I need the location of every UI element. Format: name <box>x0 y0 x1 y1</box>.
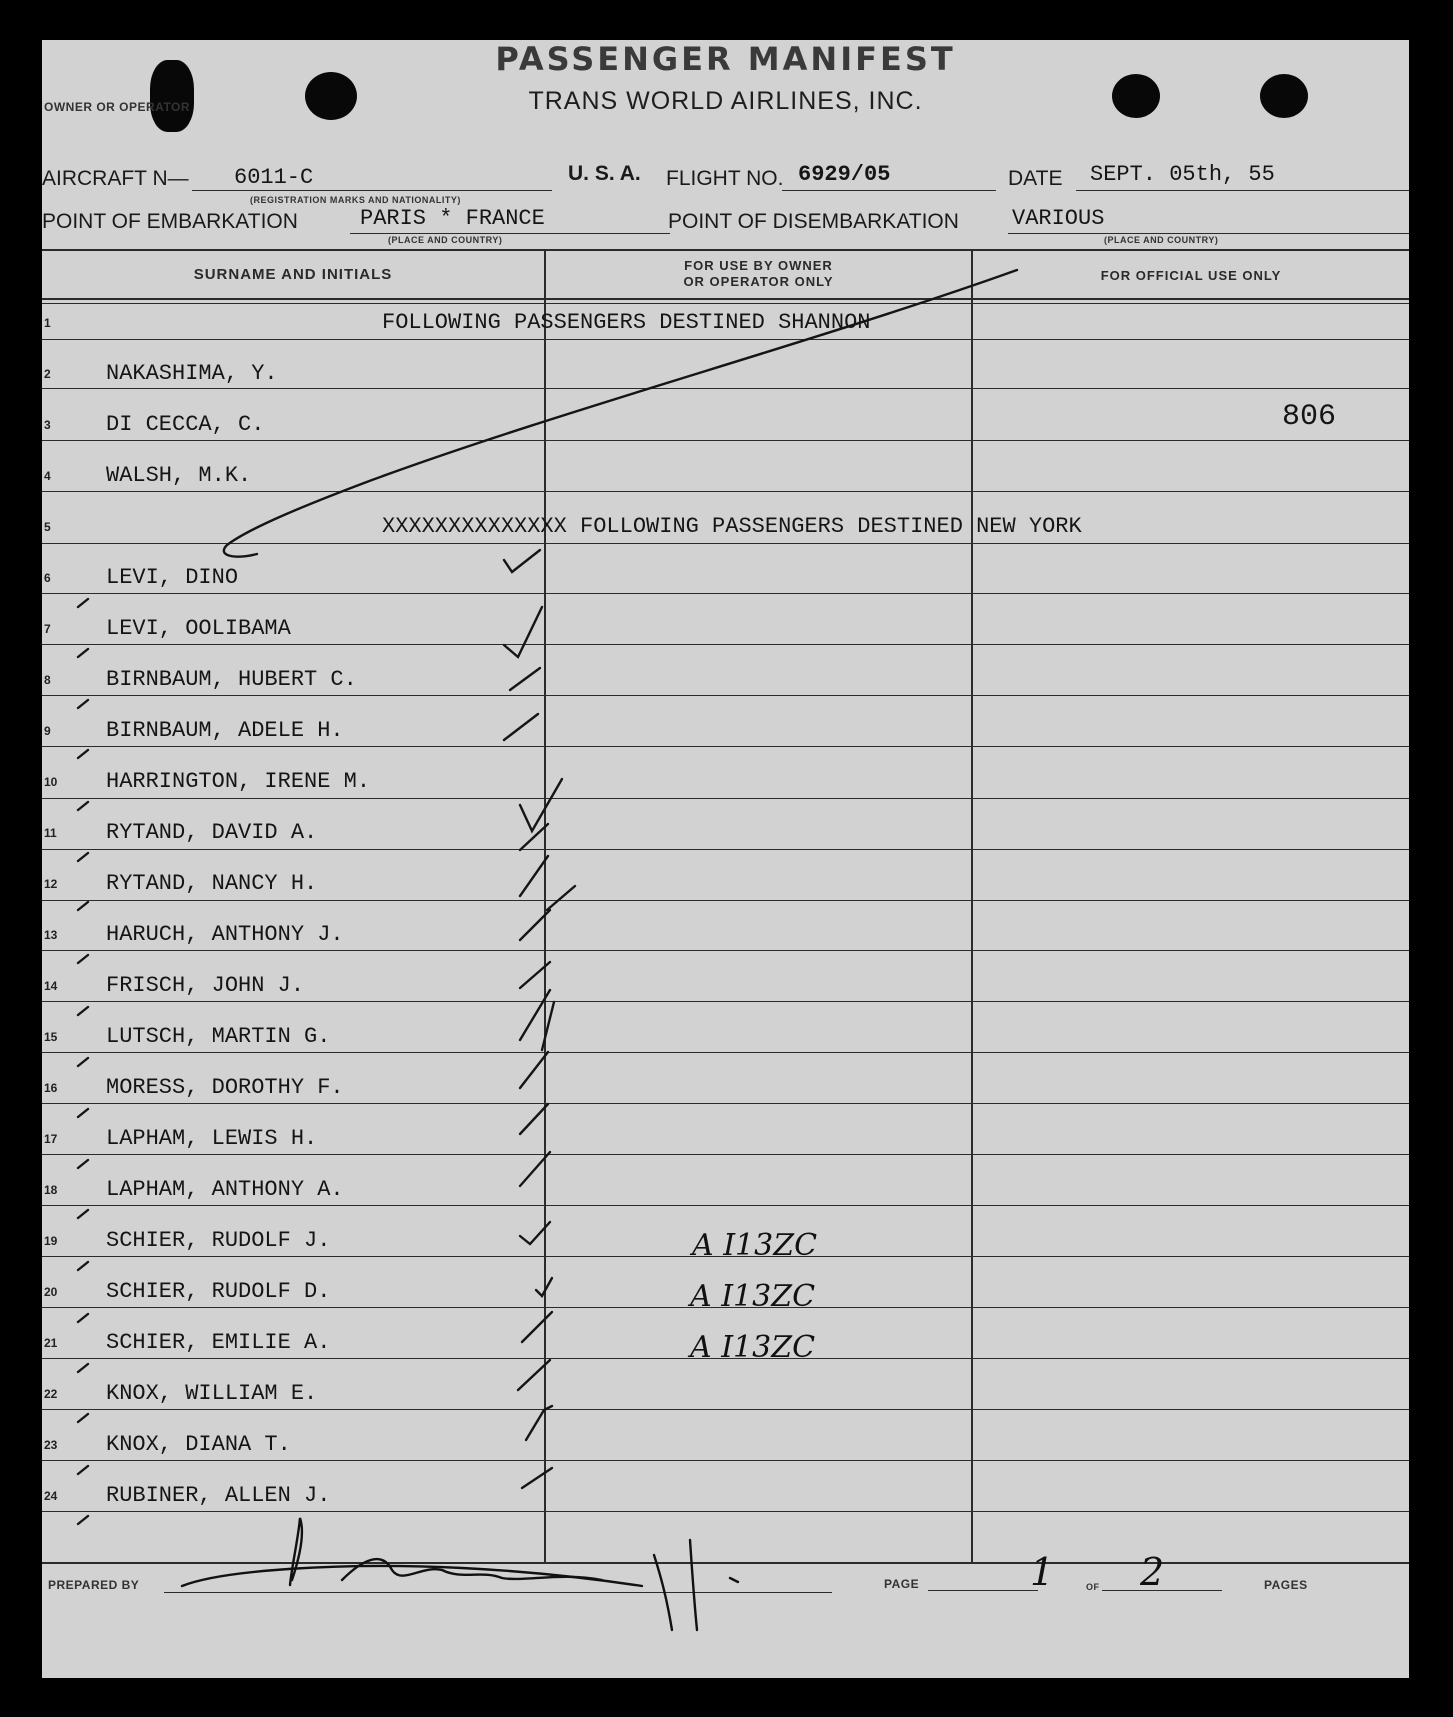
disembark-label: POINT OF DISEMBARKATION <box>668 210 959 233</box>
passenger-name: LEVI, OOLIBAMA <box>106 616 291 641</box>
passenger-name: RYTAND, DAVID A. <box>106 820 318 845</box>
row-number: 9 <box>44 724 51 738</box>
row-number: 24 <box>44 1489 58 1503</box>
passenger-name: KNOX, WILLIAM E. <box>106 1381 318 1406</box>
passenger-name: NAKASHIMA, Y. <box>106 361 278 386</box>
date-label: DATE <box>1008 167 1063 190</box>
row-number: 7 <box>44 622 51 636</box>
row-number: 20 <box>44 1285 58 1299</box>
passenger-name: LEVI, DINO <box>106 565 239 590</box>
row-number: 1 <box>44 316 51 330</box>
embark-note: (PLACE AND COUNTRY) <box>388 235 503 245</box>
visa-annotation: A I13ZC <box>690 1330 816 1365</box>
row-number: 3 <box>44 418 51 432</box>
row-number: 6 <box>44 571 51 585</box>
prepared-by-label: PREPARED BY <box>48 1578 140 1592</box>
col-header-owner-use-2: OR OPERATOR ONLY <box>683 274 834 289</box>
row-number: 16 <box>44 1081 58 1095</box>
embark-value: PARIS * FRANCE <box>360 206 545 231</box>
passenger-name: KNOX, DIANA T. <box>106 1432 291 1457</box>
row-number: 5 <box>44 520 51 534</box>
aircraft-label: AIRCRAFT N— <box>42 167 189 190</box>
row-number: 2 <box>44 367 51 381</box>
airline-name: TRANS WORLD AIRLINES, INC. <box>528 87 923 115</box>
col-header-official: FOR OFFICIAL USE ONLY <box>1100 268 1282 283</box>
page-label: PAGE <box>884 1577 920 1591</box>
passenger-name: SCHIER, RUDOLF D. <box>106 1279 331 1304</box>
date-value: SEPT. 05th, 55 <box>1090 162 1275 187</box>
row-number: 10 <box>44 775 58 789</box>
passenger-name: MORESS, DOROTHY F. <box>106 1075 344 1100</box>
flight-value: 6929/05 <box>798 162 891 187</box>
row-number: 18 <box>44 1183 58 1197</box>
passenger-name: FRISCH, JOHN J. <box>106 973 305 998</box>
official-number: 806 <box>1282 400 1337 434</box>
owner-label: OWNER OR OPERATOR <box>44 100 191 114</box>
manifest-title: PASSENGER MANIFEST <box>495 40 956 78</box>
passenger-name: SCHIER, EMILIE A. <box>106 1330 331 1355</box>
passenger-name: BIRNBAUM, HUBERT C. <box>106 667 357 692</box>
row-number: 13 <box>44 928 58 942</box>
passenger-name: DI CECCA, C. <box>106 412 265 437</box>
row-number: 21 <box>44 1336 58 1350</box>
col-header-owner-use-1: FOR USE BY OWNER <box>684 258 833 273</box>
row-number: 14 <box>44 979 58 993</box>
row-number: 17 <box>44 1132 58 1146</box>
of-value: 2 <box>1140 1550 1165 1594</box>
pages-label: PAGES <box>1264 1578 1308 1592</box>
visa-annotation: A I13ZC <box>692 1228 818 1263</box>
passenger-name: RYTAND, NANCY H. <box>106 871 318 896</box>
row-number: 12 <box>44 877 58 891</box>
passenger-name: RUBINER, ALLEN J. <box>106 1483 331 1508</box>
page-value: 1 <box>1030 1550 1055 1594</box>
of-label: OF <box>1086 1582 1100 1592</box>
manifest-page <box>42 40 1409 1678</box>
passenger-name: WALSH, M.K. <box>106 463 252 488</box>
row-number: 22 <box>44 1387 58 1401</box>
disembark-value: VARIOUS <box>1012 206 1105 231</box>
passenger-name: LAPHAM, ANTHONY A. <box>106 1177 344 1202</box>
row-number: 15 <box>44 1030 58 1044</box>
passenger-name: SCHIER, RUDOLF J. <box>106 1228 331 1253</box>
visa-annotation: A I13ZC <box>690 1279 816 1314</box>
section-heading-new-york: XXXXXXXXXXXXXX FOLLOWING PASSENGERS DESTINED NEW YORK <box>382 514 1082 539</box>
passenger-name: LUTSCH, MARTIN G. <box>106 1024 331 1049</box>
registration-note: (REGISTRATION MARKS AND NATIONALITY) <box>250 195 461 205</box>
row-number: 11 <box>44 826 57 840</box>
passenger-name: HARUCH, ANTHONY J. <box>106 922 344 947</box>
row-number: 19 <box>44 1234 58 1248</box>
section-heading-shannon: FOLLOWING PASSENGERS DESTINED SHANNON <box>382 310 871 335</box>
row-number: 4 <box>44 469 51 483</box>
passenger-name: BIRNBAUM, ADELE H. <box>106 718 344 743</box>
disembark-note: (PLACE AND COUNTRY) <box>1104 235 1219 245</box>
col-header-surname: SURNAME AND INITIALS <box>193 266 393 283</box>
aircraft-value: 6011-C <box>234 165 314 190</box>
passenger-name: LAPHAM, LEWIS H. <box>106 1126 318 1151</box>
usa-label: U. S. A. <box>568 162 641 185</box>
signature-image <box>42 40 1409 1678</box>
page-line <box>928 1590 1038 1591</box>
flight-label: FLIGHT NO. <box>666 167 784 190</box>
passenger-name: HARRINGTON, IRENE M. <box>106 769 371 794</box>
row-number: 23 <box>44 1438 58 1452</box>
row-number: 8 <box>44 673 51 687</box>
embark-label: POINT OF EMBARKATION <box>42 210 298 233</box>
